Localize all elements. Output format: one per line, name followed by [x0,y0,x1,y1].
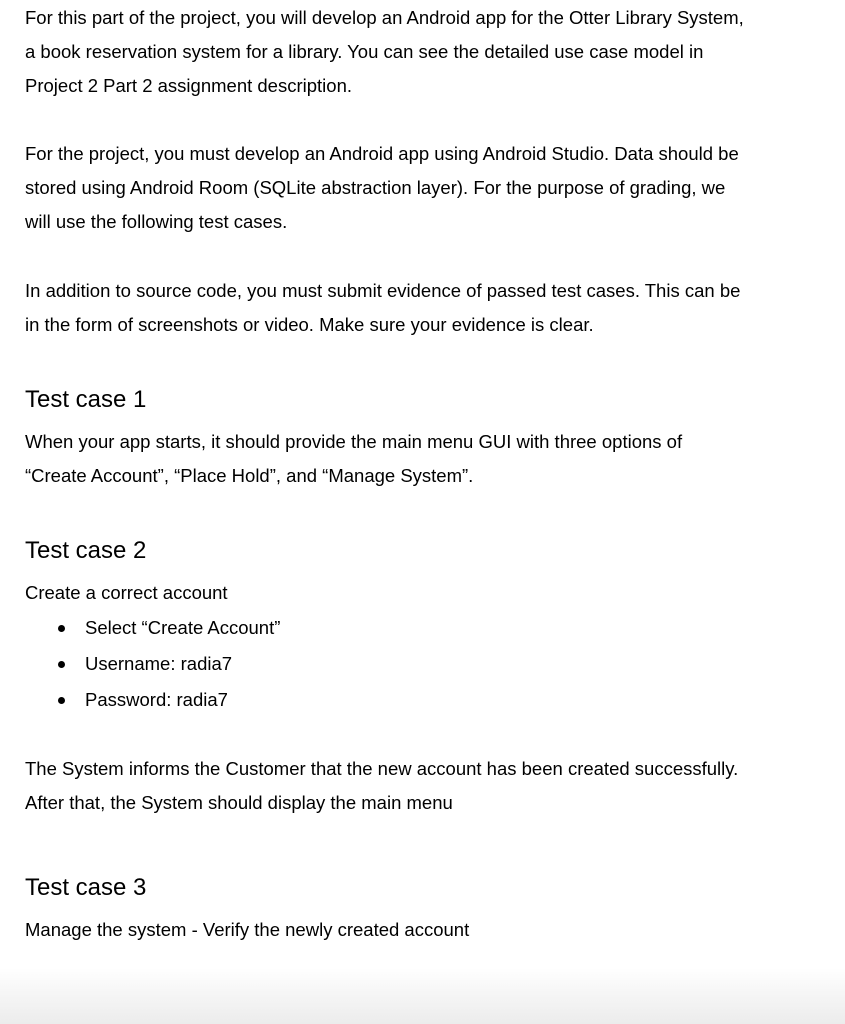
test-case-2-result [25,752,738,820]
requirements-line-1: For the project, you must develop an Android app using Android Studio. Data should be [25,143,739,164]
test-case-1-description [25,425,682,493]
evidence-line-2: in the form of screenshots or video. Make sure your evidence is clear. [25,314,594,335]
requirements-line-2: stored using Android Room (SQLite abstraction layer). For the purpose of grading, we [25,177,726,198]
requirements-paragraph [25,137,739,239]
test-case-3-intro-line: Manage the system - Verify the newly created account [25,919,470,940]
test-case-2-heading: Test case 2 [25,537,147,564]
step-select-create-account: Select “Create Account” [85,617,281,638]
test-case-2-result-line-1: The System informs the Customer that the new account has been created successfully. [25,758,739,779]
page-bottom-shadow [0,968,845,1024]
test-case-3-intro [25,913,469,947]
intro-line-3: Project 2 Part 2 assignment description. [25,75,352,96]
test-case-1-line-2: “Create Account”, “Place Hold”, and “Manage System”. [25,465,474,486]
test-case-2-intro [25,576,228,610]
requirements-line-3: will use the following test cases. [25,211,288,232]
test-case-1-heading: Test case 1 [25,386,147,413]
intro-line-2: a book reservation system for a library. You can see the detailed use case model in [25,41,704,62]
step-username: Username: radia7 [85,653,233,674]
step-password: Password: radia7 [85,689,228,710]
intro-paragraph [25,1,744,103]
test-case-2-result-line-2: After that, the System should display the main menu [25,792,453,813]
test-case-3-heading: Test case 3 [25,874,147,901]
bullet-icon [58,697,65,704]
test-case-2-intro-line: Create a correct account [25,582,228,603]
test-case-1-line-1: When your app starts, it should provide the main menu GUI with three options of [25,431,683,452]
bullet-icon [58,661,65,668]
intro-line-1: For this part of the project, you will develop an Android app for the Otter Library System, [25,7,744,28]
evidence-line-1: In addition to source code, you must submit evidence of passed test cases. This can be [25,280,741,301]
bullet-icon [58,625,65,632]
evidence-paragraph [25,274,740,342]
